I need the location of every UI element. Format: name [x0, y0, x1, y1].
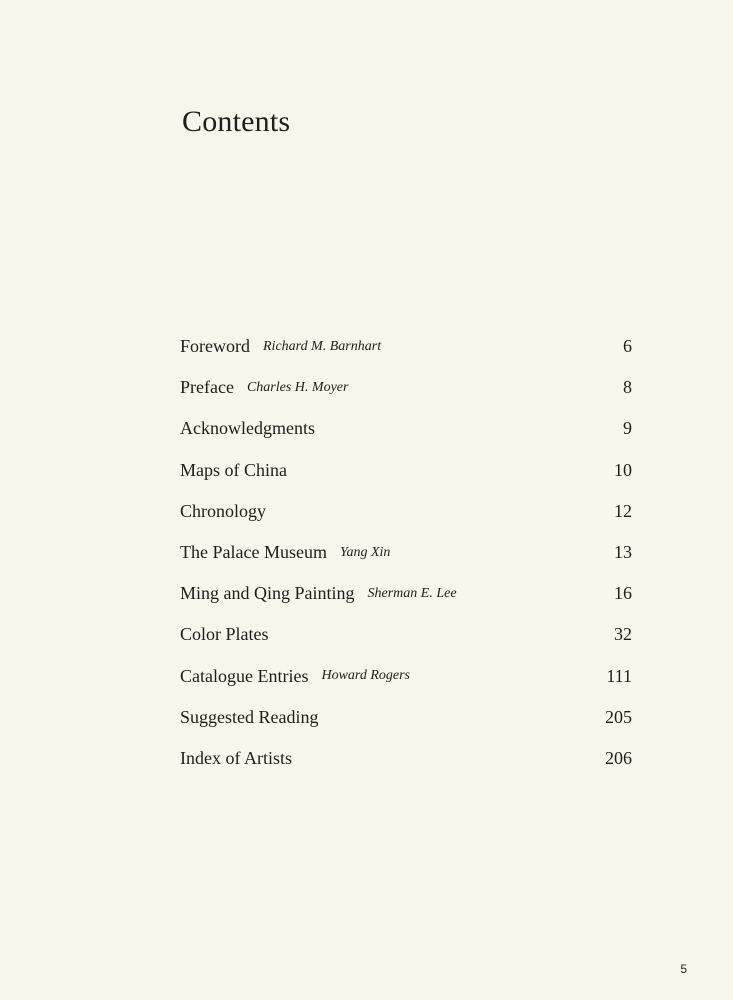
toc-entry-title: Index of Artists — [180, 747, 292, 768]
toc-entry-acknowledgments — [180, 408, 632, 449]
toc-entry-ming-and-qing-painting — [180, 573, 632, 614]
toc-entry-title: Ming and Qing Painting — [180, 583, 355, 604]
toc-entry-page-number: 6 — [623, 336, 632, 357]
toc-entry-maps-of-china — [180, 450, 632, 491]
toc-entry-palace-museum — [180, 532, 632, 573]
toc-entry-title: Chronology — [180, 500, 267, 521]
toc-entry-title: Foreword — [180, 336, 250, 357]
toc-entry-author: Richard M. Barnhart — [263, 338, 382, 354]
toc-entry-color-plates — [180, 614, 632, 655]
toc-entry-page-number: 206 — [605, 747, 632, 768]
toc-entry-suggested-reading — [180, 697, 632, 738]
toc-entry-foreword — [180, 326, 632, 367]
toc-entry-page-number: 9 — [623, 418, 632, 439]
toc-entry-chronology — [180, 491, 632, 532]
toc-entry-page-number: 8 — [623, 377, 632, 398]
toc-entry-page-number: 13 — [614, 542, 632, 563]
toc-entry-index-of-artists — [180, 738, 632, 779]
toc-entry-page-number: 16 — [614, 583, 632, 604]
toc-entry-title: Color Plates — [180, 624, 269, 645]
toc-entry-page-number: 12 — [614, 500, 632, 521]
toc-entry-author: Charles H. Moyer — [246, 379, 349, 395]
page-title: Contents — [182, 105, 291, 138]
toc-entry-author: Yang Xin — [339, 544, 391, 560]
toc-entry-catalogue-entries — [180, 656, 632, 697]
table-of-contents — [180, 326, 632, 779]
toc-entry-author: Howard Rogers — [321, 668, 411, 684]
toc-entry-title: Catalogue Entries — [180, 665, 309, 686]
toc-entry-title: The Palace Museum — [180, 542, 327, 563]
toc-entry-page-number: 111 — [606, 665, 632, 686]
toc-entry-page-number: 10 — [614, 459, 632, 480]
toc-entry-title: Suggested Reading — [180, 706, 319, 727]
toc-entry-author: Sherman E. Lee — [367, 585, 457, 601]
toc-entry-title: Preface — [180, 377, 234, 398]
toc-entry-title: Maps of China — [180, 459, 287, 480]
toc-entry-page-number: 205 — [605, 706, 632, 727]
page-number: 5 — [680, 962, 687, 976]
toc-entry-preface — [180, 367, 632, 408]
toc-entry-title: Acknowledgments — [180, 418, 315, 439]
toc-entry-page-number: 32 — [614, 624, 632, 645]
